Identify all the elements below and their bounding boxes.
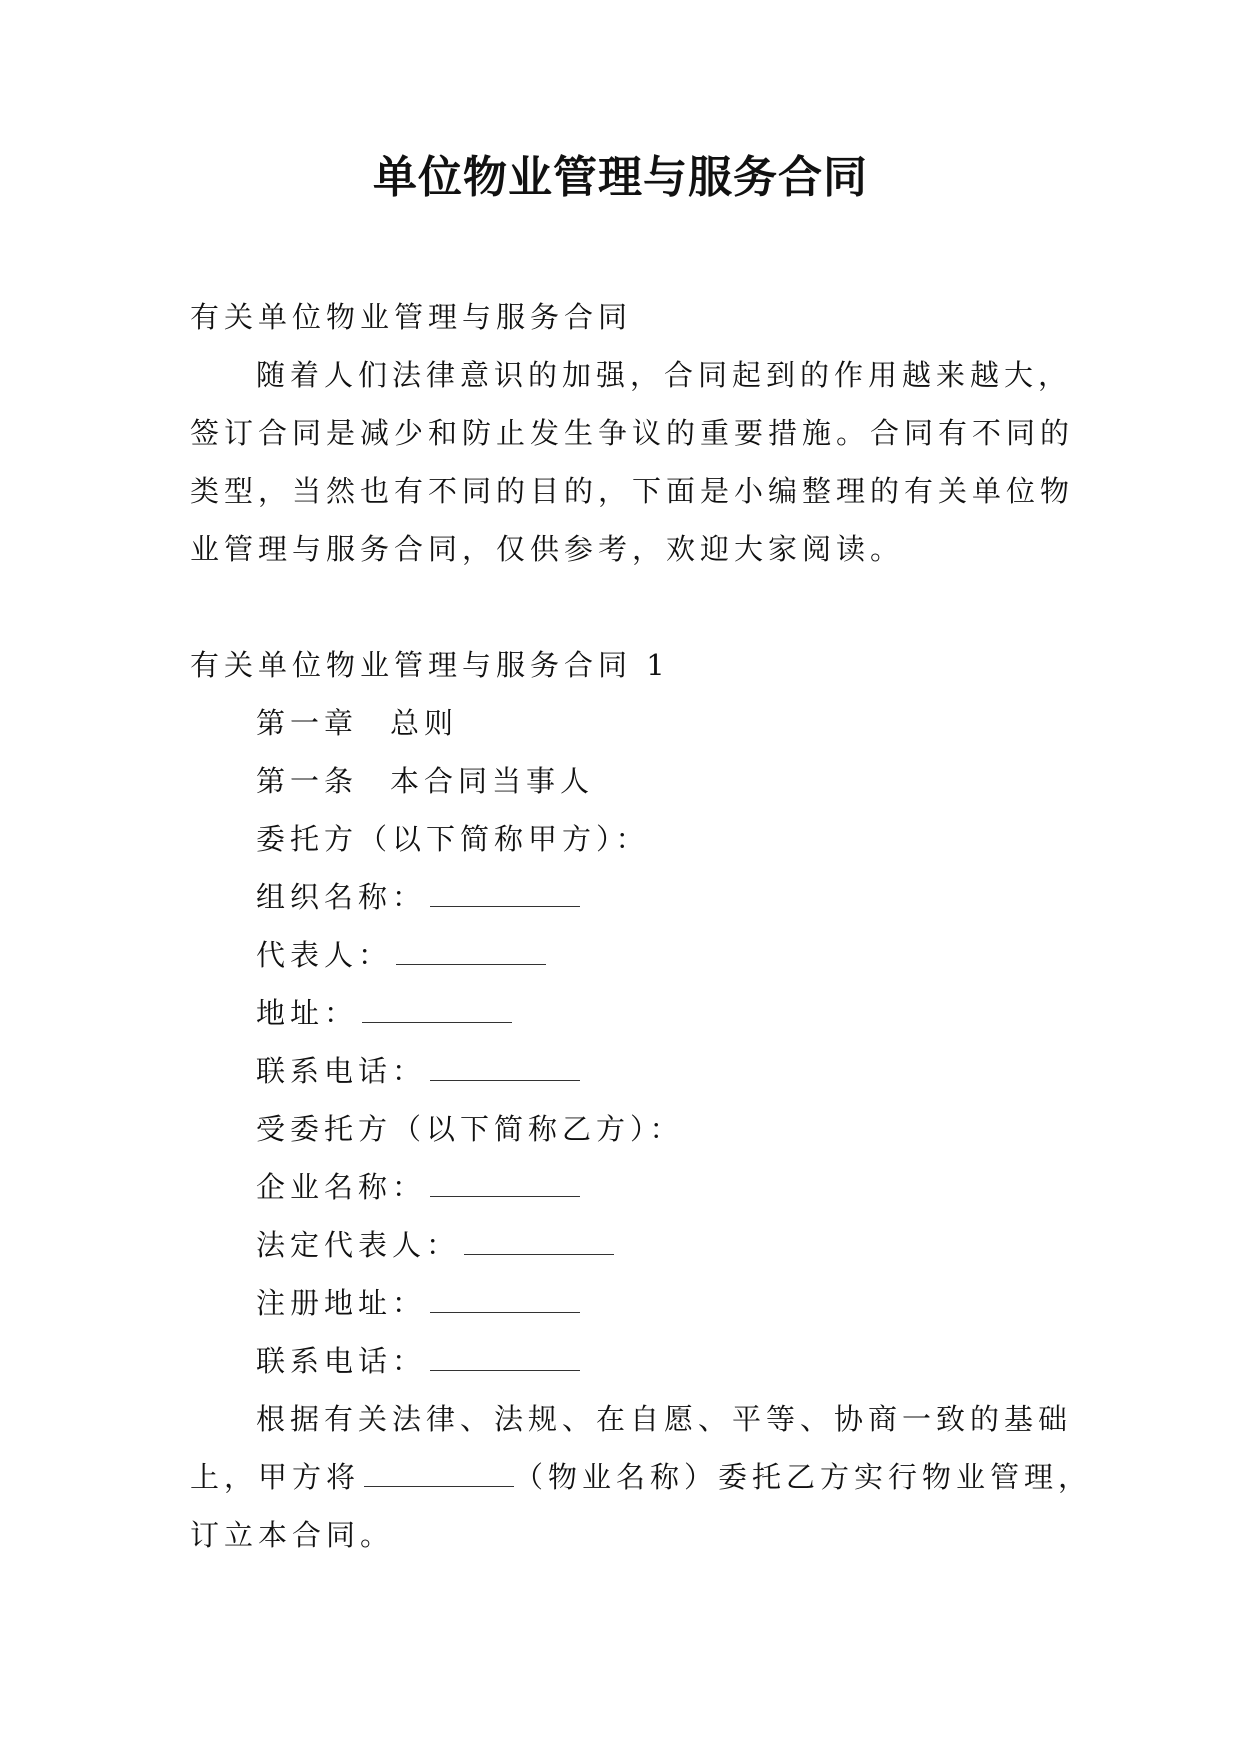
intro-line-3: 类型，当然也有不同的目的，下面是小编整理的有关单位物 [190, 474, 1075, 508]
closing-line-2-end: （物业名称）委托乙方实行物业管理， [514, 1460, 1093, 1494]
intro-line-1: 随着人们法律意识的加强，合同起到的作用越来越大， [256, 358, 1073, 392]
fill-blank[interactable] [464, 1228, 614, 1255]
closing-line-2 [190, 1448, 1093, 1506]
chapter-number: 第一章 [256, 706, 359, 740]
field-label: 组织名称： [256, 880, 427, 914]
party-a-field-representative [190, 926, 1070, 984]
field-label: 注册地址： [256, 1286, 427, 1320]
article-number: 第一条 [256, 764, 359, 798]
article-name: 本合同当事人 [390, 764, 595, 798]
document-title: 单位物业管理与服务合同 [373, 152, 868, 203]
party-b-heading: 受委托方（以下简称乙方）： [256, 1112, 684, 1146]
paragraph-gap [190, 578, 1070, 636]
field-label: 地址： [256, 996, 359, 1030]
document-subtitle: 有关单位物业管理与服务合同 [190, 300, 633, 334]
party-a-field-phone [190, 1042, 1070, 1100]
closing-line-2-start: 上，甲方将 [190, 1460, 361, 1494]
field-label: 联系电话： [256, 1054, 427, 1088]
field-label: 企业名称： [256, 1170, 427, 1204]
closing-line-1: 根据有关法律、法规、在自愿、平等、协商一致的基础 [256, 1402, 1073, 1436]
party-b-field-legal-representative [190, 1216, 1070, 1274]
fill-blank[interactable] [430, 1286, 580, 1313]
chapter-heading [190, 694, 1070, 752]
section-title: 有关单位物业管理与服务合同 1 [190, 648, 670, 682]
fill-blank[interactable] [396, 938, 546, 965]
fill-blank[interactable] [430, 1344, 580, 1371]
document-body [190, 288, 1093, 1564]
intro-line-4: 业管理与服务合同，仅供参考，欢迎大家阅读。 [190, 532, 905, 566]
fill-blank[interactable] [430, 880, 580, 907]
fill-blank[interactable] [362, 996, 512, 1023]
article-heading [190, 752, 1070, 810]
field-label: 法定代表人： [256, 1228, 461, 1262]
chapter-name: 总则 [390, 706, 459, 740]
intro-line-2: 签订合同是减少和防止发生争议的重要措施。合同有不同的 [190, 416, 1075, 450]
field-label: 联系电话： [256, 1344, 427, 1378]
party-a-heading: 委托方（以下简称甲方）： [256, 822, 650, 856]
fill-blank[interactable] [430, 1054, 580, 1081]
field-label: 代表人： [256, 938, 393, 972]
party-b-field-phone [190, 1332, 1070, 1390]
party-b-field-company-name [190, 1158, 1070, 1216]
party-a-field-address [190, 984, 1070, 1042]
closing-line-3: 订立本合同。 [190, 1518, 395, 1552]
party-a-field-org-name [190, 868, 1070, 926]
fill-blank[interactable] [430, 1170, 580, 1197]
property-name-blank[interactable] [364, 1460, 514, 1487]
party-b-field-registered-address [190, 1274, 1070, 1332]
